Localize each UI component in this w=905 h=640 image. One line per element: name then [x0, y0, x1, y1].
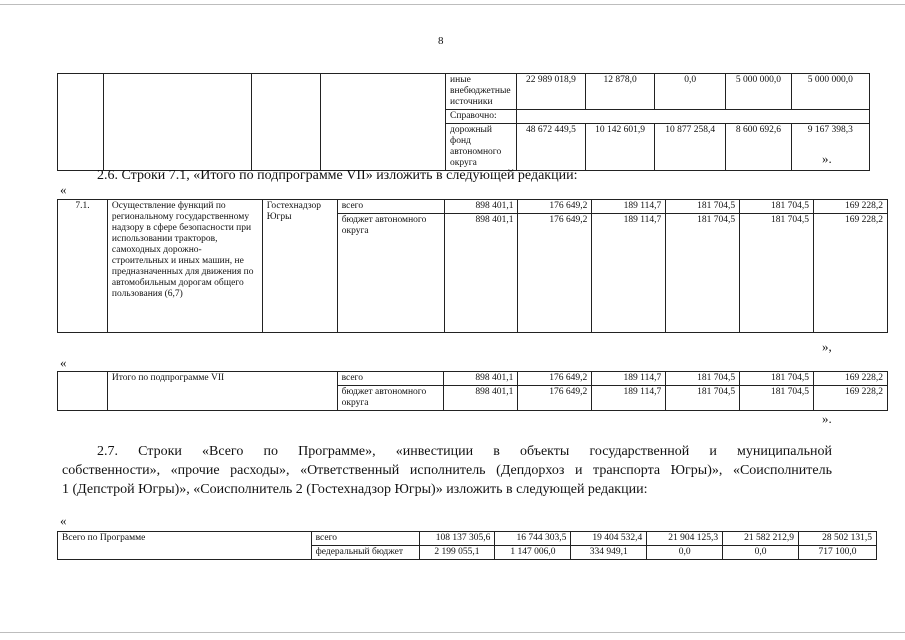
- table-cell: [58, 74, 104, 171]
- table-cell: 19 404 532,4: [571, 532, 647, 546]
- paragraph-line: 1 (Депстрой Югры)», «Соисполнитель 2 (Гостехнадзор Югры)» изложить в следующей редакции:: [62, 482, 648, 497]
- row-label: бюджет автономного округа: [337, 386, 444, 411]
- table-cell: 181 704,5: [740, 200, 814, 214]
- row-label: бюджет автономного округа: [337, 214, 444, 333]
- table-cell: 169 228,2: [814, 200, 888, 214]
- row-label: всего: [337, 372, 444, 386]
- open-quote: «: [60, 513, 67, 528]
- row-label: федеральный бюджет: [311, 546, 419, 560]
- table-total-subprogram-7: [57, 371, 888, 411]
- table-cell: 181 704,5: [666, 200, 740, 214]
- paragraph-line: 2.7. Строки «Всего по Программе», «инвестиции в объекты государственной и муниципальной: [97, 444, 832, 459]
- table-cell: 16 744 303,5: [495, 532, 571, 546]
- close-quote: ».: [822, 151, 832, 166]
- table-cell: 176 649,2: [518, 386, 592, 411]
- table-cell: 0,0: [723, 546, 799, 560]
- page-number: 8: [438, 35, 444, 47]
- table-cell: 181 704,5: [666, 214, 740, 333]
- open-quote: «: [60, 182, 67, 197]
- scan-edge-bottom: [0, 632, 905, 633]
- table-cell: 108 137 305,6: [419, 532, 495, 546]
- row-label: всего: [311, 532, 419, 546]
- table-cell: 717 100,0: [799, 546, 877, 560]
- measure-name: Осуществление функций по региональному государственному надзору в сфере безопасности при использовании тракторов, самоходных дорожно-строительных и иных машин, не предназначенных для движения по автомобильным дорогам общего пользования (6,7): [107, 200, 262, 333]
- table-cell: 10 142 601,9: [586, 124, 655, 171]
- table-cell: 28 502 131,5: [799, 532, 877, 546]
- table-cell: 898 401,1: [444, 372, 518, 386]
- table-cell: 5 000 000,0: [791, 74, 869, 110]
- table-cell: 2 199 055,1: [419, 546, 495, 560]
- table-cell: 1 147 006,0: [495, 546, 571, 560]
- close-quote: ».: [822, 411, 832, 426]
- table-cell: 21 904 125,3: [647, 532, 723, 546]
- executor: Гостехнадзор Югры: [262, 200, 337, 333]
- table-cell: [104, 74, 251, 171]
- table-cell: 176 649,2: [518, 214, 592, 333]
- table-cell: 176 649,2: [518, 372, 592, 386]
- table-row: [58, 532, 877, 546]
- table-cell: 898 401,1: [444, 200, 518, 214]
- table-cell: 181 704,5: [666, 372, 740, 386]
- table-cell: 334 949,1: [571, 546, 647, 560]
- table-cell: 169 228,2: [814, 214, 888, 333]
- table-cell: 189 114,7: [592, 200, 666, 214]
- paragraph-2-7: [62, 442, 832, 499]
- table-cell: 22 989 018,9: [516, 74, 585, 110]
- table-cell: 898 401,1: [444, 214, 518, 333]
- table-cell: 181 704,5: [740, 386, 814, 411]
- row-label: иные внебюджетные источники: [446, 74, 517, 110]
- table-cell: 8 600 692,6: [726, 124, 792, 171]
- table-cell: 181 704,5: [740, 372, 814, 386]
- table-row: [58, 200, 888, 214]
- table-cell: 181 704,5: [740, 214, 814, 333]
- table-cell: 189 114,7: [592, 386, 666, 411]
- table-cell: 48 672 449,5: [516, 124, 585, 171]
- table-row: [58, 372, 888, 386]
- table-cell: [516, 110, 869, 124]
- close-quote: »,: [822, 339, 832, 354]
- total-name: Всего по Программе: [58, 532, 312, 560]
- paragraph-line: собственности», «прочие расходы», «Ответственный исполнитель (Депдорхоз и транспорта Югры)», «Соисполнитель: [62, 463, 832, 478]
- table-cell: 21 582 212,9: [723, 532, 799, 546]
- table-cell: 176 649,2: [518, 200, 592, 214]
- row-label: дорожный фонд автономного округа: [446, 124, 517, 171]
- table-cell: 181 704,5: [666, 386, 740, 411]
- table-row: [58, 74, 870, 110]
- table-cell: [58, 372, 108, 411]
- table-row-7-1: [57, 199, 888, 333]
- table-cell: [320, 74, 445, 171]
- table-cell: 169 228,2: [814, 386, 888, 411]
- row-label: Справочно:: [446, 110, 517, 124]
- scan-edge-top: [0, 4, 905, 5]
- open-quote: «: [60, 355, 67, 370]
- table-cell: [251, 74, 320, 171]
- total-name: Итого по подпрограмме VII: [107, 372, 337, 411]
- table-cell: 0,0: [655, 74, 726, 110]
- table-cell: 189 114,7: [592, 372, 666, 386]
- table-cell: 5 000 000,0: [726, 74, 792, 110]
- table-cell: 189 114,7: [592, 214, 666, 333]
- table-cell: 12 878,0: [586, 74, 655, 110]
- table-cell: 9 167 398,3: [791, 124, 869, 171]
- table-cell: 169 228,2: [814, 372, 888, 386]
- table-top: [57, 73, 870, 171]
- table-cell: 10 877 258,4: [655, 124, 726, 171]
- table-cell: 898 401,1: [444, 386, 518, 411]
- table-cell: 0,0: [647, 546, 723, 560]
- table-total-program: [57, 531, 877, 560]
- row-label: всего: [337, 200, 444, 214]
- row-number: 7.1.: [58, 200, 108, 333]
- paragraph-2-6: 2.6. Строки 7.1, «Итого по подпрограмме VII» изложить в следующей редакции:: [97, 168, 578, 183]
